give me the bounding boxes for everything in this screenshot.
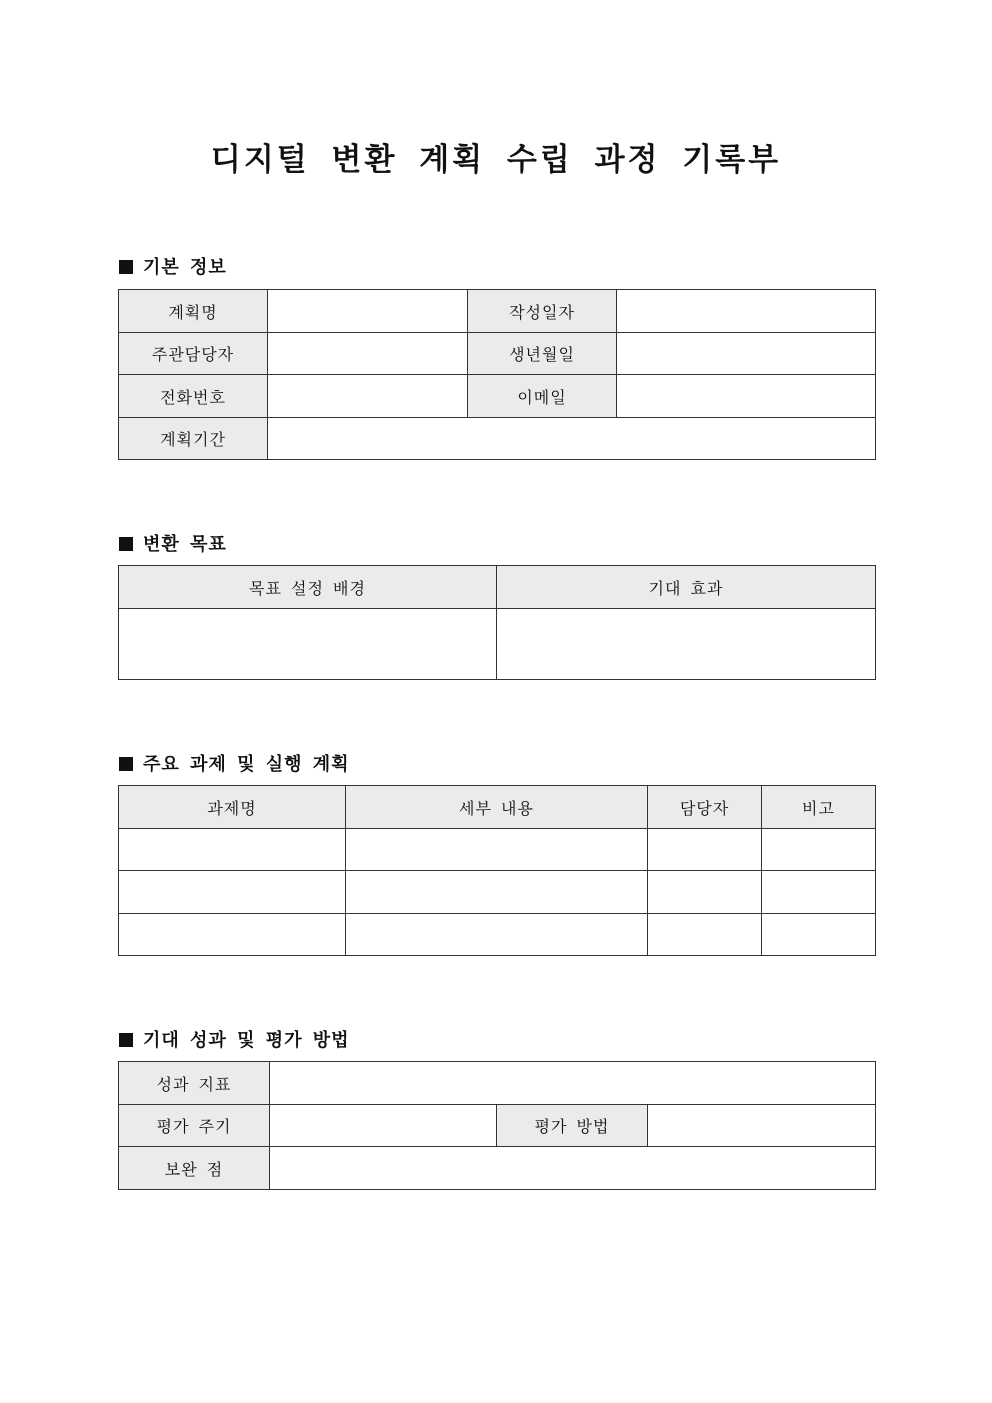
cycle-label: 평가 주기 [119,1105,270,1147]
method-label: 평가 방법 [497,1105,648,1147]
section-heading-text: 변환 목표 [143,534,227,555]
note-cell[interactable] [762,914,876,956]
improve-field[interactable] [270,1147,876,1190]
owner-cell[interactable] [648,829,762,871]
table-row [119,829,876,871]
task-name-header: 과제명 [119,786,346,829]
section-evaluation-heading [119,1026,350,1052]
task-name-cell[interactable] [119,914,346,956]
section-heading-text: 기본 정보 [143,257,227,278]
task-name-cell[interactable] [119,829,346,871]
background-field[interactable] [119,609,497,680]
plan-name-field[interactable] [268,290,468,333]
note-cell[interactable] [762,871,876,914]
note-cell[interactable] [762,829,876,871]
tasks-table [118,785,876,956]
task-name-cell[interactable] [119,871,346,914]
email-label: 이메일 [468,375,617,418]
detail-cell[interactable] [346,829,648,871]
written-date-label: 작성일자 [468,290,617,333]
square-bullet-icon [119,537,133,551]
section-tasks-heading [119,750,350,776]
cycle-field[interactable] [270,1105,497,1147]
birth-date-label: 생년월일 [468,333,617,375]
manager-field[interactable] [268,333,468,375]
note-header: 비고 [762,786,876,829]
effect-label: 기대 효과 [497,566,876,609]
basic-info-table [118,289,876,460]
owner-header: 담당자 [648,786,762,829]
phone-field[interactable] [268,375,468,418]
period-label: 계획기간 [119,418,268,460]
table-row [119,871,876,914]
plan-name-label: 계획명 [119,290,268,333]
manager-label: 주관담당자 [119,333,268,375]
period-field[interactable] [268,418,876,460]
indicator-field[interactable] [270,1062,876,1105]
table-row [119,914,876,956]
square-bullet-icon [119,1033,133,1047]
detail-cell[interactable] [346,914,648,956]
email-field[interactable] [617,375,876,418]
square-bullet-icon [119,260,133,274]
section-heading-text: 기대 성과 및 평가 방법 [143,1030,350,1051]
owner-cell[interactable] [648,914,762,956]
goal-table [118,565,876,680]
indicator-label: 성과 지표 [119,1062,270,1105]
section-basic-info-heading [119,253,227,279]
document-title: 디지털 변환 계획 수립 과정 기록부 [210,142,782,178]
method-field[interactable] [648,1105,876,1147]
detail-cell[interactable] [346,871,648,914]
section-heading-text: 주요 과제 및 실행 계획 [143,754,350,775]
written-date-field[interactable] [617,290,876,333]
background-label: 목표 설정 배경 [119,566,497,609]
improve-label: 보완 점 [119,1147,270,1190]
effect-field[interactable] [497,609,876,680]
section-goal-heading [119,530,227,556]
detail-header: 세부 내용 [346,786,648,829]
evaluation-table [118,1061,876,1190]
square-bullet-icon [119,757,133,771]
phone-label: 전화번호 [119,375,268,418]
birth-date-field[interactable] [617,333,876,375]
owner-cell[interactable] [648,871,762,914]
